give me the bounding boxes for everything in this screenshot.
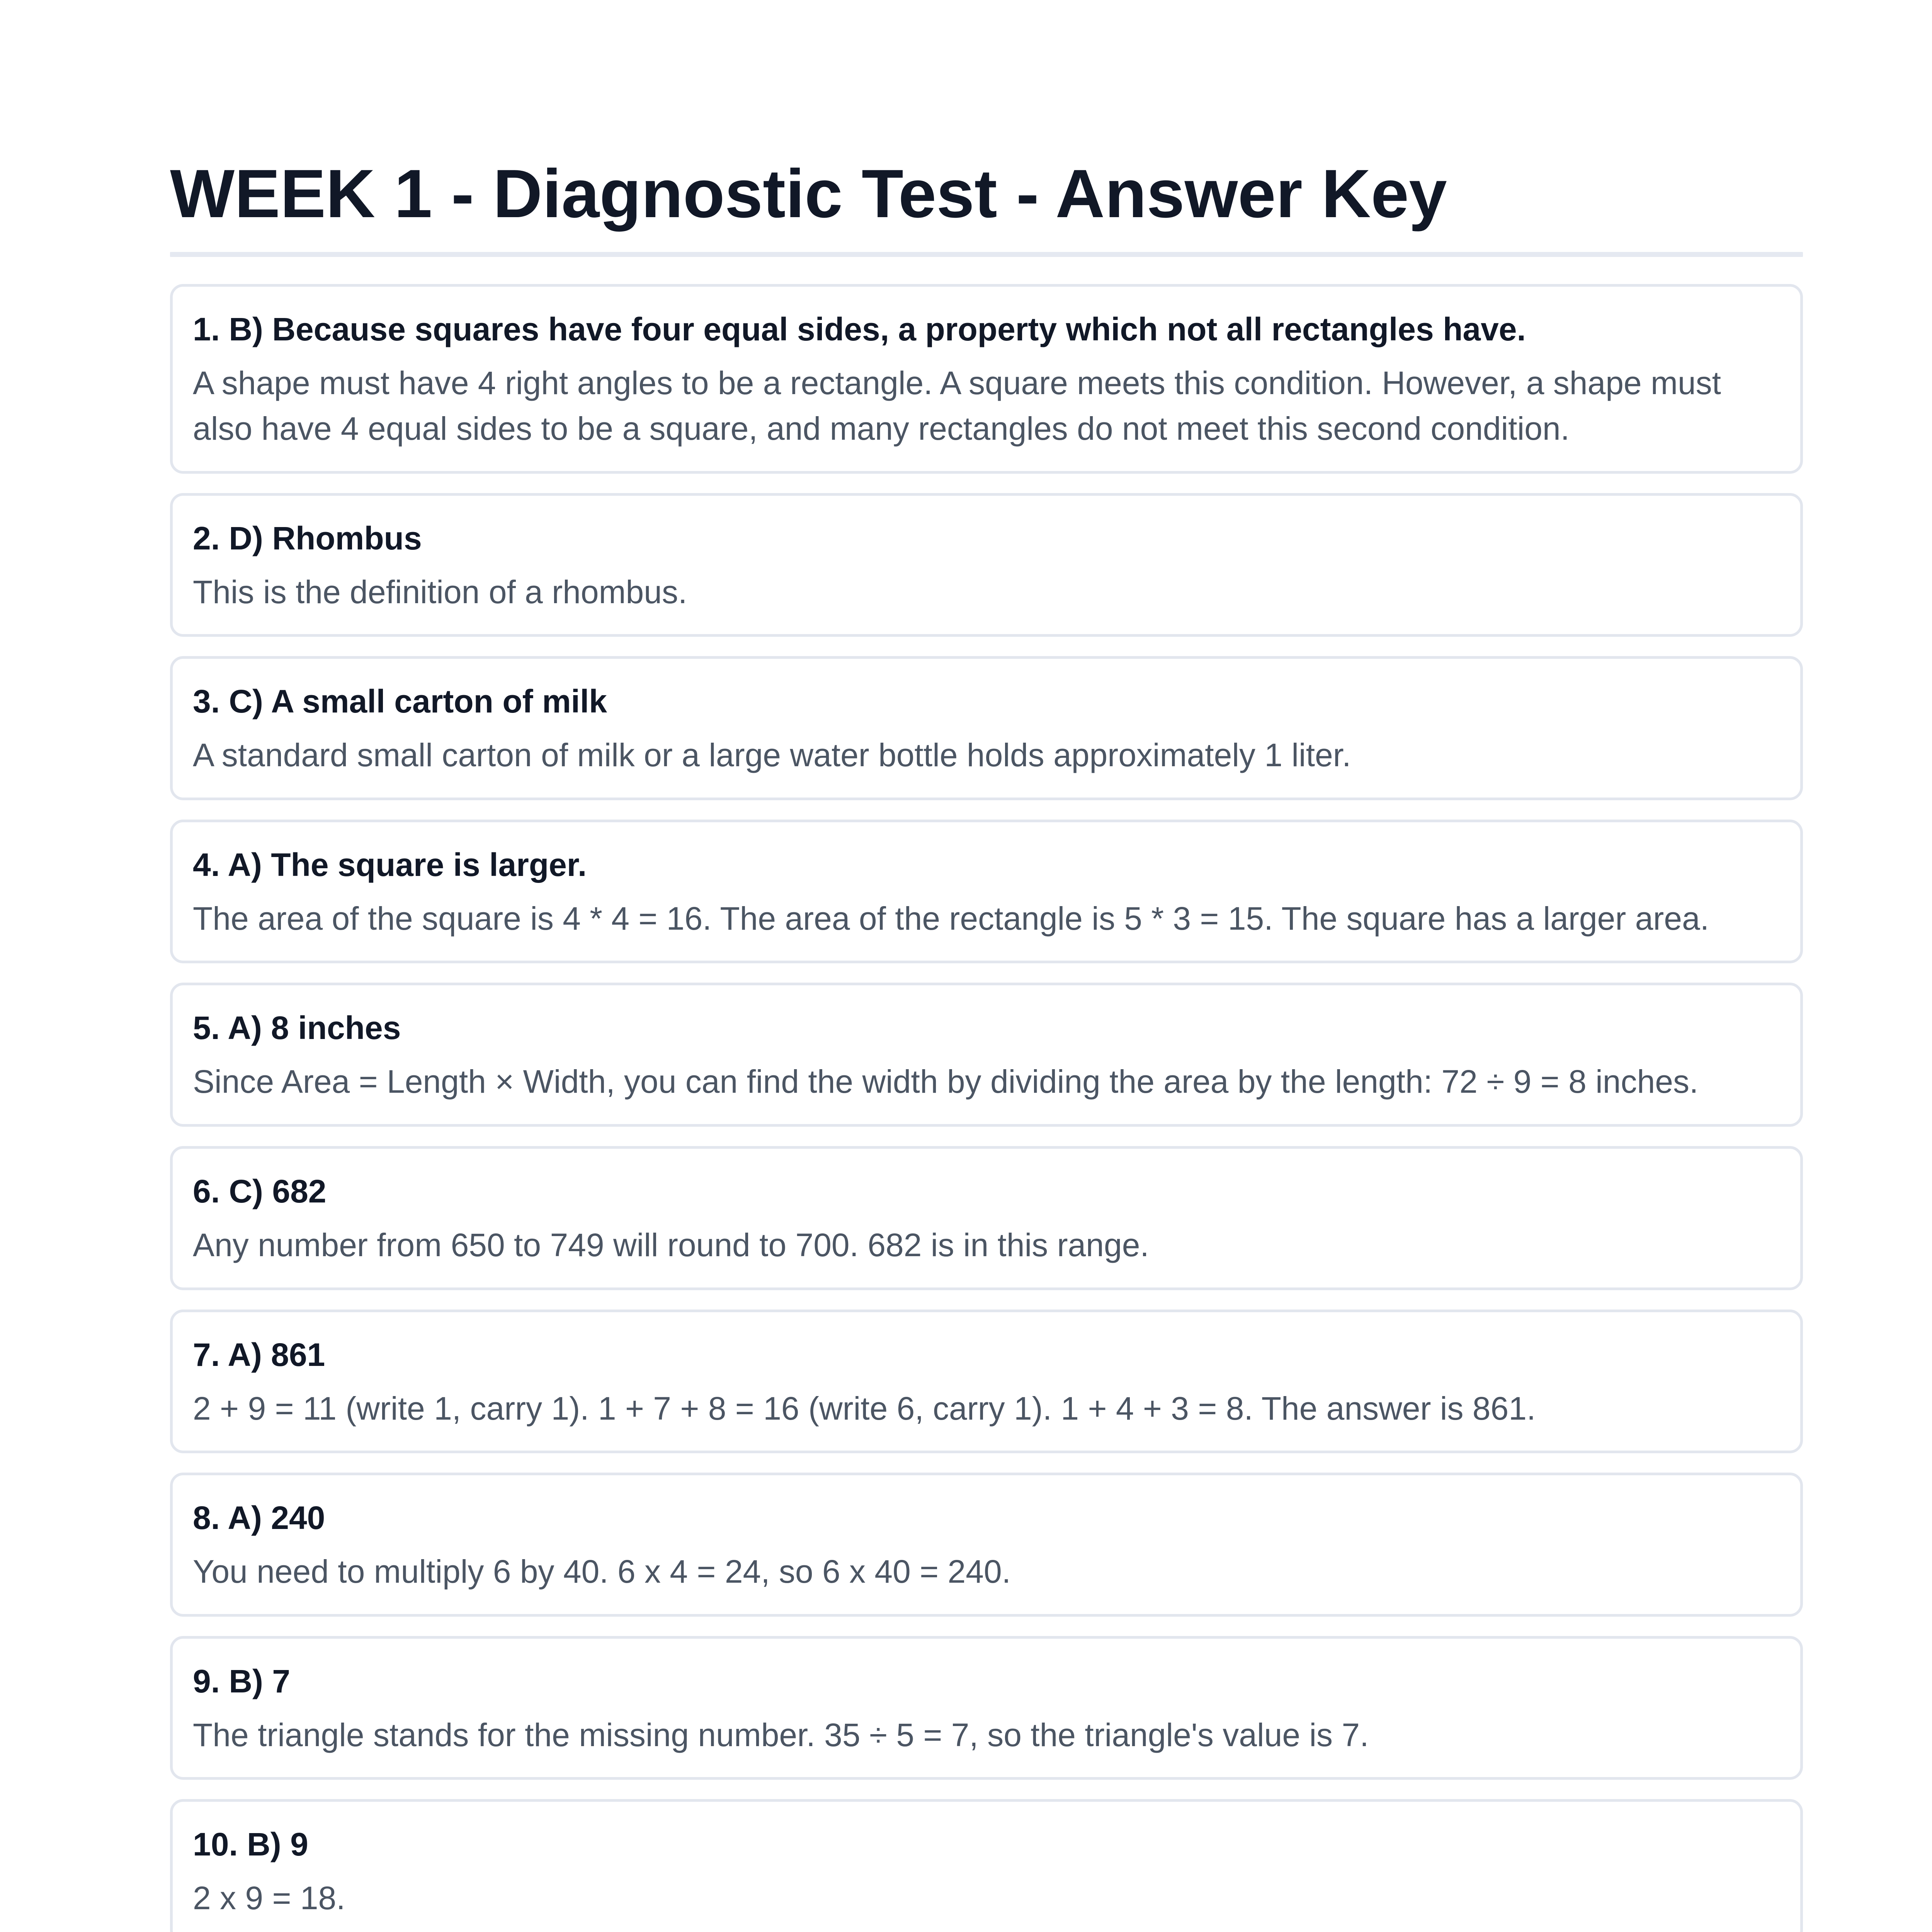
answer-heading: 3. C) A small carton of milk bbox=[193, 683, 607, 720]
answer-explanation: The area of the square is 4 * 4 = 16. The area of the rectangle is 5 * 3 = 15. The square has a larger area. bbox=[193, 900, 1709, 937]
answer-card-6 bbox=[170, 1146, 1803, 1290]
answer-card-2 bbox=[170, 493, 1803, 637]
answer-explanation: 2 x 9 = 18. bbox=[193, 1880, 345, 1917]
answer-explanation: A standard small carton of milk or a large water bottle holds approximately 1 liter. bbox=[193, 737, 1351, 774]
answer-key-page bbox=[170, 0, 1803, 1932]
answer-card-5 bbox=[170, 983, 1803, 1127]
page-title: WEEK 1 - Diagnostic Test - Answer Key bbox=[170, 155, 1447, 232]
answer-heading: 1. B) Because squares have four equal sides, a property which not all rectangles have. bbox=[193, 311, 1526, 348]
answer-explanation: This is the definition of a rhombus. bbox=[193, 573, 687, 610]
answer-card-8 bbox=[170, 1473, 1803, 1617]
answer-explanation: A shape must have 4 right angles to be a rectangle. A square meets this condition. However, a shape must also have 4 equal sides to be a square, and many rectangles do not meet this second condition. bbox=[193, 365, 1721, 447]
answer-heading: 5. A) 8 inches bbox=[193, 1010, 401, 1046]
answer-heading: 10. B) 9 bbox=[193, 1826, 308, 1863]
answer-heading: 9. B) 7 bbox=[193, 1663, 291, 1699]
answer-explanation: You need to multiply 6 by 40. 6 x 4 = 24, so 6 x 40 = 240. bbox=[193, 1553, 1011, 1590]
answer-heading: 2. D) Rhombus bbox=[193, 520, 422, 556]
answer-card-4 bbox=[170, 820, 1803, 964]
answer-heading: 8. A) 240 bbox=[193, 1500, 325, 1536]
answer-card-1 bbox=[170, 284, 1803, 473]
answer-explanation: The triangle stands for the missing number. 35 ÷ 5 = 7, so the triangle's value is 7. bbox=[193, 1716, 1369, 1753]
answer-heading: 6. C) 682 bbox=[193, 1173, 327, 1209]
answer-explanation: Since Area = Length × Width, you can find the width by dividing the area by the length: 72 ÷ 9 = 8 inches. bbox=[193, 1063, 1699, 1100]
title-divider bbox=[170, 252, 1803, 257]
answer-list bbox=[170, 284, 1803, 1932]
answer-card-3 bbox=[170, 656, 1803, 800]
answer-card-10 bbox=[170, 1799, 1803, 1932]
answer-explanation: Any number from 650 to 749 will round to 700. 682 is in this range. bbox=[193, 1226, 1149, 1263]
answer-card-9 bbox=[170, 1636, 1803, 1780]
answer-heading: 7. A) 861 bbox=[193, 1336, 325, 1373]
answer-heading: 4. A) The square is larger. bbox=[193, 846, 587, 883]
answer-card-7 bbox=[170, 1310, 1803, 1454]
answer-explanation: 2 + 9 = 11 (write 1, carry 1). 1 + 7 + 8 = 16 (write 6, carry 1). 1 + 4 + 3 = 8. The answer is 861. bbox=[193, 1390, 1536, 1427]
